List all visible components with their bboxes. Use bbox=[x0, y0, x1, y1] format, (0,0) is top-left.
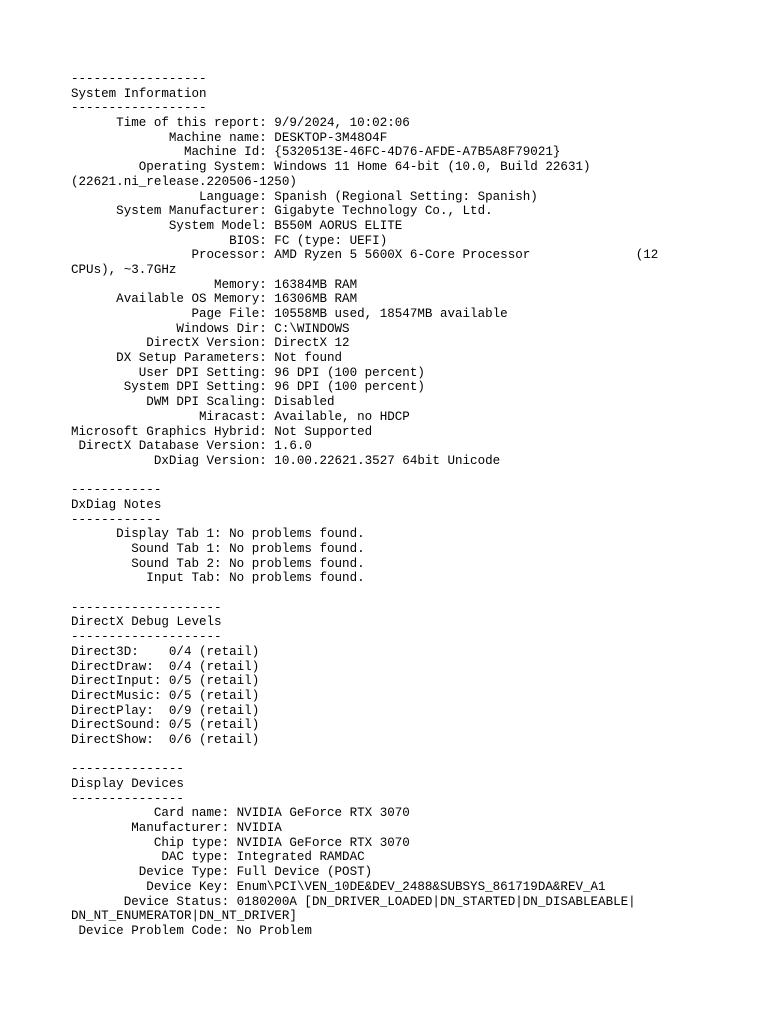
report-page bbox=[71, 72, 748, 939]
blank-line bbox=[71, 586, 748, 601]
report-line: DirectSound: 0/5 (retail) bbox=[71, 718, 260, 733]
report-line: Memory: 16384MB RAM bbox=[71, 277, 358, 292]
section-rule: --------------- bbox=[71, 791, 184, 806]
report-line: BIOS: FC (type: UEFI) bbox=[71, 233, 388, 248]
report-line: User DPI Setting: 96 DPI (100 percent) bbox=[71, 365, 425, 380]
report-line: Windows Dir: C:\WINDOWS bbox=[71, 321, 350, 336]
report-line: DirectX Version: DirectX 12 bbox=[71, 336, 350, 351]
report-line: DX Setup Parameters: Not found bbox=[71, 351, 343, 366]
report-line: System DPI Setting: 96 DPI (100 percent) bbox=[71, 380, 425, 395]
section-rule: ------------------ bbox=[71, 101, 207, 116]
report-line: System Manufacturer: Gigabyte Technology Co., Ltd. bbox=[71, 204, 493, 219]
report-line: Input Tab: No problems found. bbox=[71, 571, 365, 586]
report-line: Sound Tab 1: No problems found. bbox=[71, 542, 365, 556]
report-line: Time of this report: 9/9/2024, 10:02:06 bbox=[71, 116, 410, 131]
report-line: DWM DPI Scaling: Disabled bbox=[71, 395, 335, 410]
section-rule: -------------------- bbox=[71, 630, 222, 645]
report-line: (22621.ni_release.220506-1250) bbox=[71, 174, 297, 189]
section-rule: ------------ bbox=[71, 483, 162, 498]
report-line: DirectShow: 0/6 (retail) bbox=[71, 732, 260, 747]
report-line: Language: Spanish (Regional Setting: Spanish) bbox=[71, 189, 538, 204]
report-line: Miracast: Available, no HDCP bbox=[71, 409, 410, 424]
dxdiag-report-text bbox=[71, 72, 748, 939]
section-rule: ------------ bbox=[71, 512, 162, 527]
section-rule: ------------------ bbox=[71, 72, 207, 86]
report-line: Device Problem Code: No Problem bbox=[71, 923, 312, 938]
section-rule: --------------- bbox=[71, 762, 184, 777]
report-line: Available OS Memory: 16306MB RAM bbox=[71, 292, 358, 307]
report-line: Microsoft Graphics Hybrid: Not Supported bbox=[71, 424, 373, 439]
report-line: Display Tab 1: No problems found. bbox=[71, 527, 365, 542]
report-line: Processor: AMD Ryzen 5 5600X 6-Core Processor (12 bbox=[71, 248, 659, 263]
section-heading: Display Devices bbox=[71, 777, 184, 791]
report-line: DirectX Database Version: 1.6.0 bbox=[71, 439, 312, 454]
report-line: DAC type: Integrated RAMDAC bbox=[71, 850, 365, 865]
report-line: Device Status: 0180200A [DN_DRIVER_LOADED|DN_STARTED|DN_DISABLEABLE| bbox=[71, 894, 636, 909]
report-line: DirectInput: 0/5 (retail) bbox=[71, 674, 260, 689]
report-line: DirectMusic: 0/5 (retail) bbox=[71, 688, 260, 703]
report-line: Manufacturer: NVIDIA bbox=[71, 821, 282, 836]
report-line: CPUs), ~3.7GHz bbox=[71, 262, 177, 277]
blank-line bbox=[71, 469, 748, 484]
report-line: Operating System: Windows 11 Home 64-bit (10.0, Build 22631) bbox=[71, 160, 591, 175]
report-line: Sound Tab 2: No problems found. bbox=[71, 556, 365, 571]
report-line: Device Type: Full Device (POST) bbox=[71, 865, 373, 880]
report-line: System Model: B550M AORUS ELITE bbox=[71, 218, 403, 233]
blank-line bbox=[71, 748, 748, 763]
section-heading: DxDiag Notes bbox=[71, 497, 162, 512]
report-line: DxDiag Version: 10.00.22621.3527 64bit Unicode bbox=[71, 453, 501, 468]
report-line: Card name: NVIDIA GeForce RTX 3070 bbox=[71, 806, 410, 821]
report-line: Chip type: NVIDIA GeForce RTX 3070 bbox=[71, 835, 410, 850]
report-line: DirectPlay: 0/9 (retail) bbox=[71, 703, 260, 718]
report-line: Device Key: Enum\PCI\VEN_10DE&DEV_2488&SUBSYS_861719DA&REV_A1 bbox=[71, 879, 606, 894]
section-heading: DirectX Debug Levels bbox=[71, 615, 222, 630]
report-line: Machine Id: {5320513E-46FC-4D76-AFDE-A7B5A8F79021} bbox=[71, 145, 561, 160]
report-line: Direct3D: 0/4 (retail) bbox=[71, 644, 260, 659]
report-line: Machine name: DESKTOP-3M48O4F bbox=[71, 130, 388, 145]
report-line: Page File: 10558MB used, 18547MB available bbox=[71, 307, 508, 321]
report-line: DirectDraw: 0/4 (retail) bbox=[71, 659, 260, 674]
section-rule: -------------------- bbox=[71, 600, 222, 615]
report-line: DN_NT_ENUMERATOR|DN_NT_DRIVER] bbox=[71, 909, 297, 924]
section-heading: System Information bbox=[71, 86, 207, 101]
